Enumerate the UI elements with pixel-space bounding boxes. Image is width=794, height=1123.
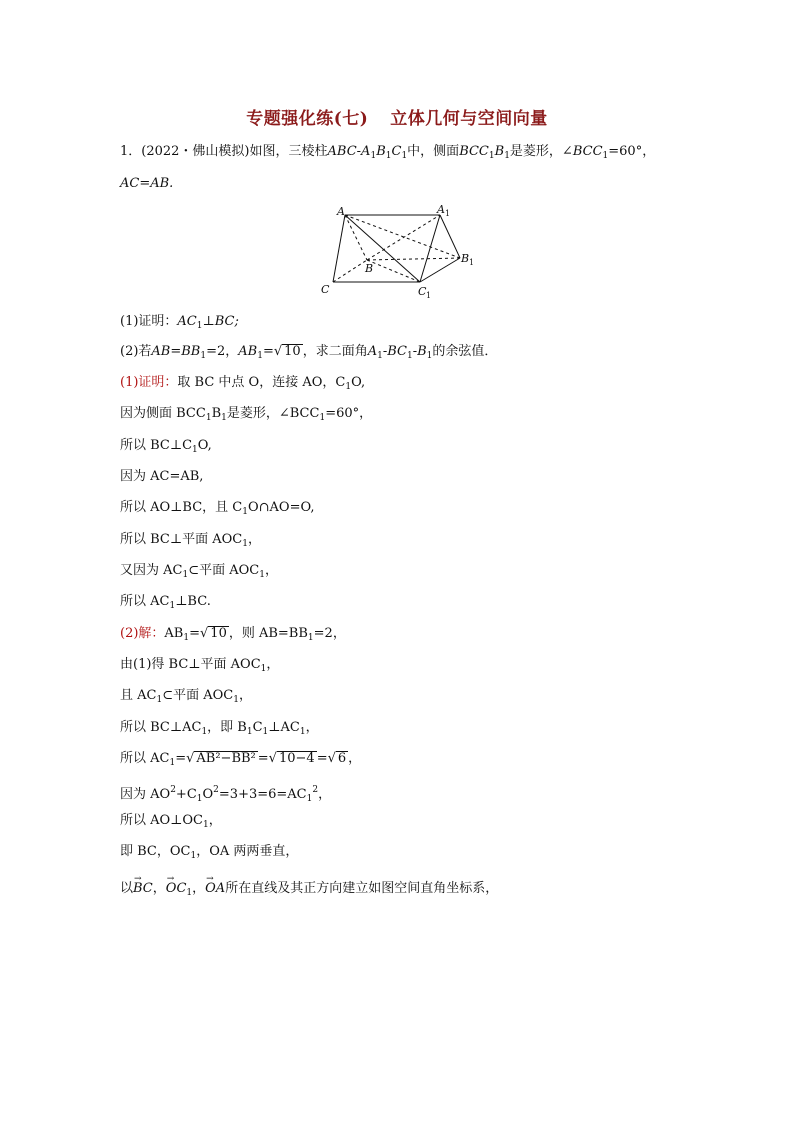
problem-stem-line-1: 1．(2022・佛山模拟)如图，三棱柱ABC-$A_1B_1C_1$中，侧面$BCC_1B_1$是菱形，$\angle BCC_1=60^\circ$， — [120, 144, 656, 161]
svg-text:1: 1 — [445, 209, 451, 218]
label-A: A — [337, 205, 345, 218]
problem-stem-line-2: AC=AB. — [120, 176, 174, 191]
problem-part-1: (1)证明：$AC_1\perp BC$; — [120, 314, 239, 331]
solution-line-9: (2)解：$AB_1=√$ 10 ，则 $AB=BB_1=2$， — [120, 626, 346, 643]
prism-figure — [315, 200, 485, 305]
solution-line-5: 所以 AO⊥BC，且 $C_1O\cap AO=O$, — [120, 500, 315, 517]
page-title — [0, 104, 794, 129]
label-B1: B — [461, 252, 470, 265]
solution-line-13: 所以 $AC_1=√$ AB²−BB² =√ 10−4 =√ 6 ， — [120, 751, 362, 768]
problem-part-2: (2)若$AB=BB_1=2$，$AB_1=√$ 10 ，求二面角$A_1-BC_1-B_1$的余弦值． — [120, 344, 498, 361]
solution-line-3: 所以 $BC\perp C_1O$, — [120, 438, 212, 455]
label-A1: A — [437, 203, 445, 216]
solution-line-15: 所以 $AO\perp OC_1$， — [120, 813, 222, 830]
title-right: 立体几何与空间向量 — [390, 109, 548, 129]
svg-text:1: 1 — [426, 291, 432, 300]
solution-line-4: 因为 AC=AB, — [120, 469, 204, 484]
title-left: 专题强化练(七) — [246, 109, 369, 129]
svg-text:1: 1 — [469, 258, 475, 267]
solution-line-6: 所以 BC⊥平面 $AOC_1$， — [120, 532, 261, 549]
solution-line-10: 由(1)得 BC⊥平面 $AOC_1$， — [120, 657, 280, 674]
label-C: C — [321, 283, 330, 296]
solution-line-1: (1)证明：取 BC 中点 O，连接 AO，$C_1O$, — [120, 375, 366, 392]
solution-line-14: 因为 $AO^2+C_1O^2=3+3=6=AC_1^2$， — [120, 785, 332, 804]
solution-line-2: 因为侧面 $BCC_1B_1$是菱形，$\angle BCC_1=60^\circ$， — [120, 406, 373, 423]
solution-line-17: 以→ BC，→ $OC_1$，→ OA所在直线及其正方向建立如图空间直角坐标系， — [120, 880, 498, 902]
solution-line-12: 所以 $BC\perp AC_1$，即 $B_1C_1\perp AC_1$， — [120, 720, 319, 737]
solution-line-8: 所以 $AC_1\perp BC$. — [120, 594, 211, 611]
label-C1: C — [418, 285, 427, 298]
solution-line-11: 且 $AC_1\subset$平面 $AOC_1$， — [120, 688, 252, 705]
label-B: B — [365, 262, 374, 275]
solution-line-7: 又因为 $AC_1\subset$平面 $AOC_1$， — [120, 563, 278, 580]
solution-line-16: 即 BC，$OC_1$，OA 两两垂直， — [120, 844, 299, 861]
